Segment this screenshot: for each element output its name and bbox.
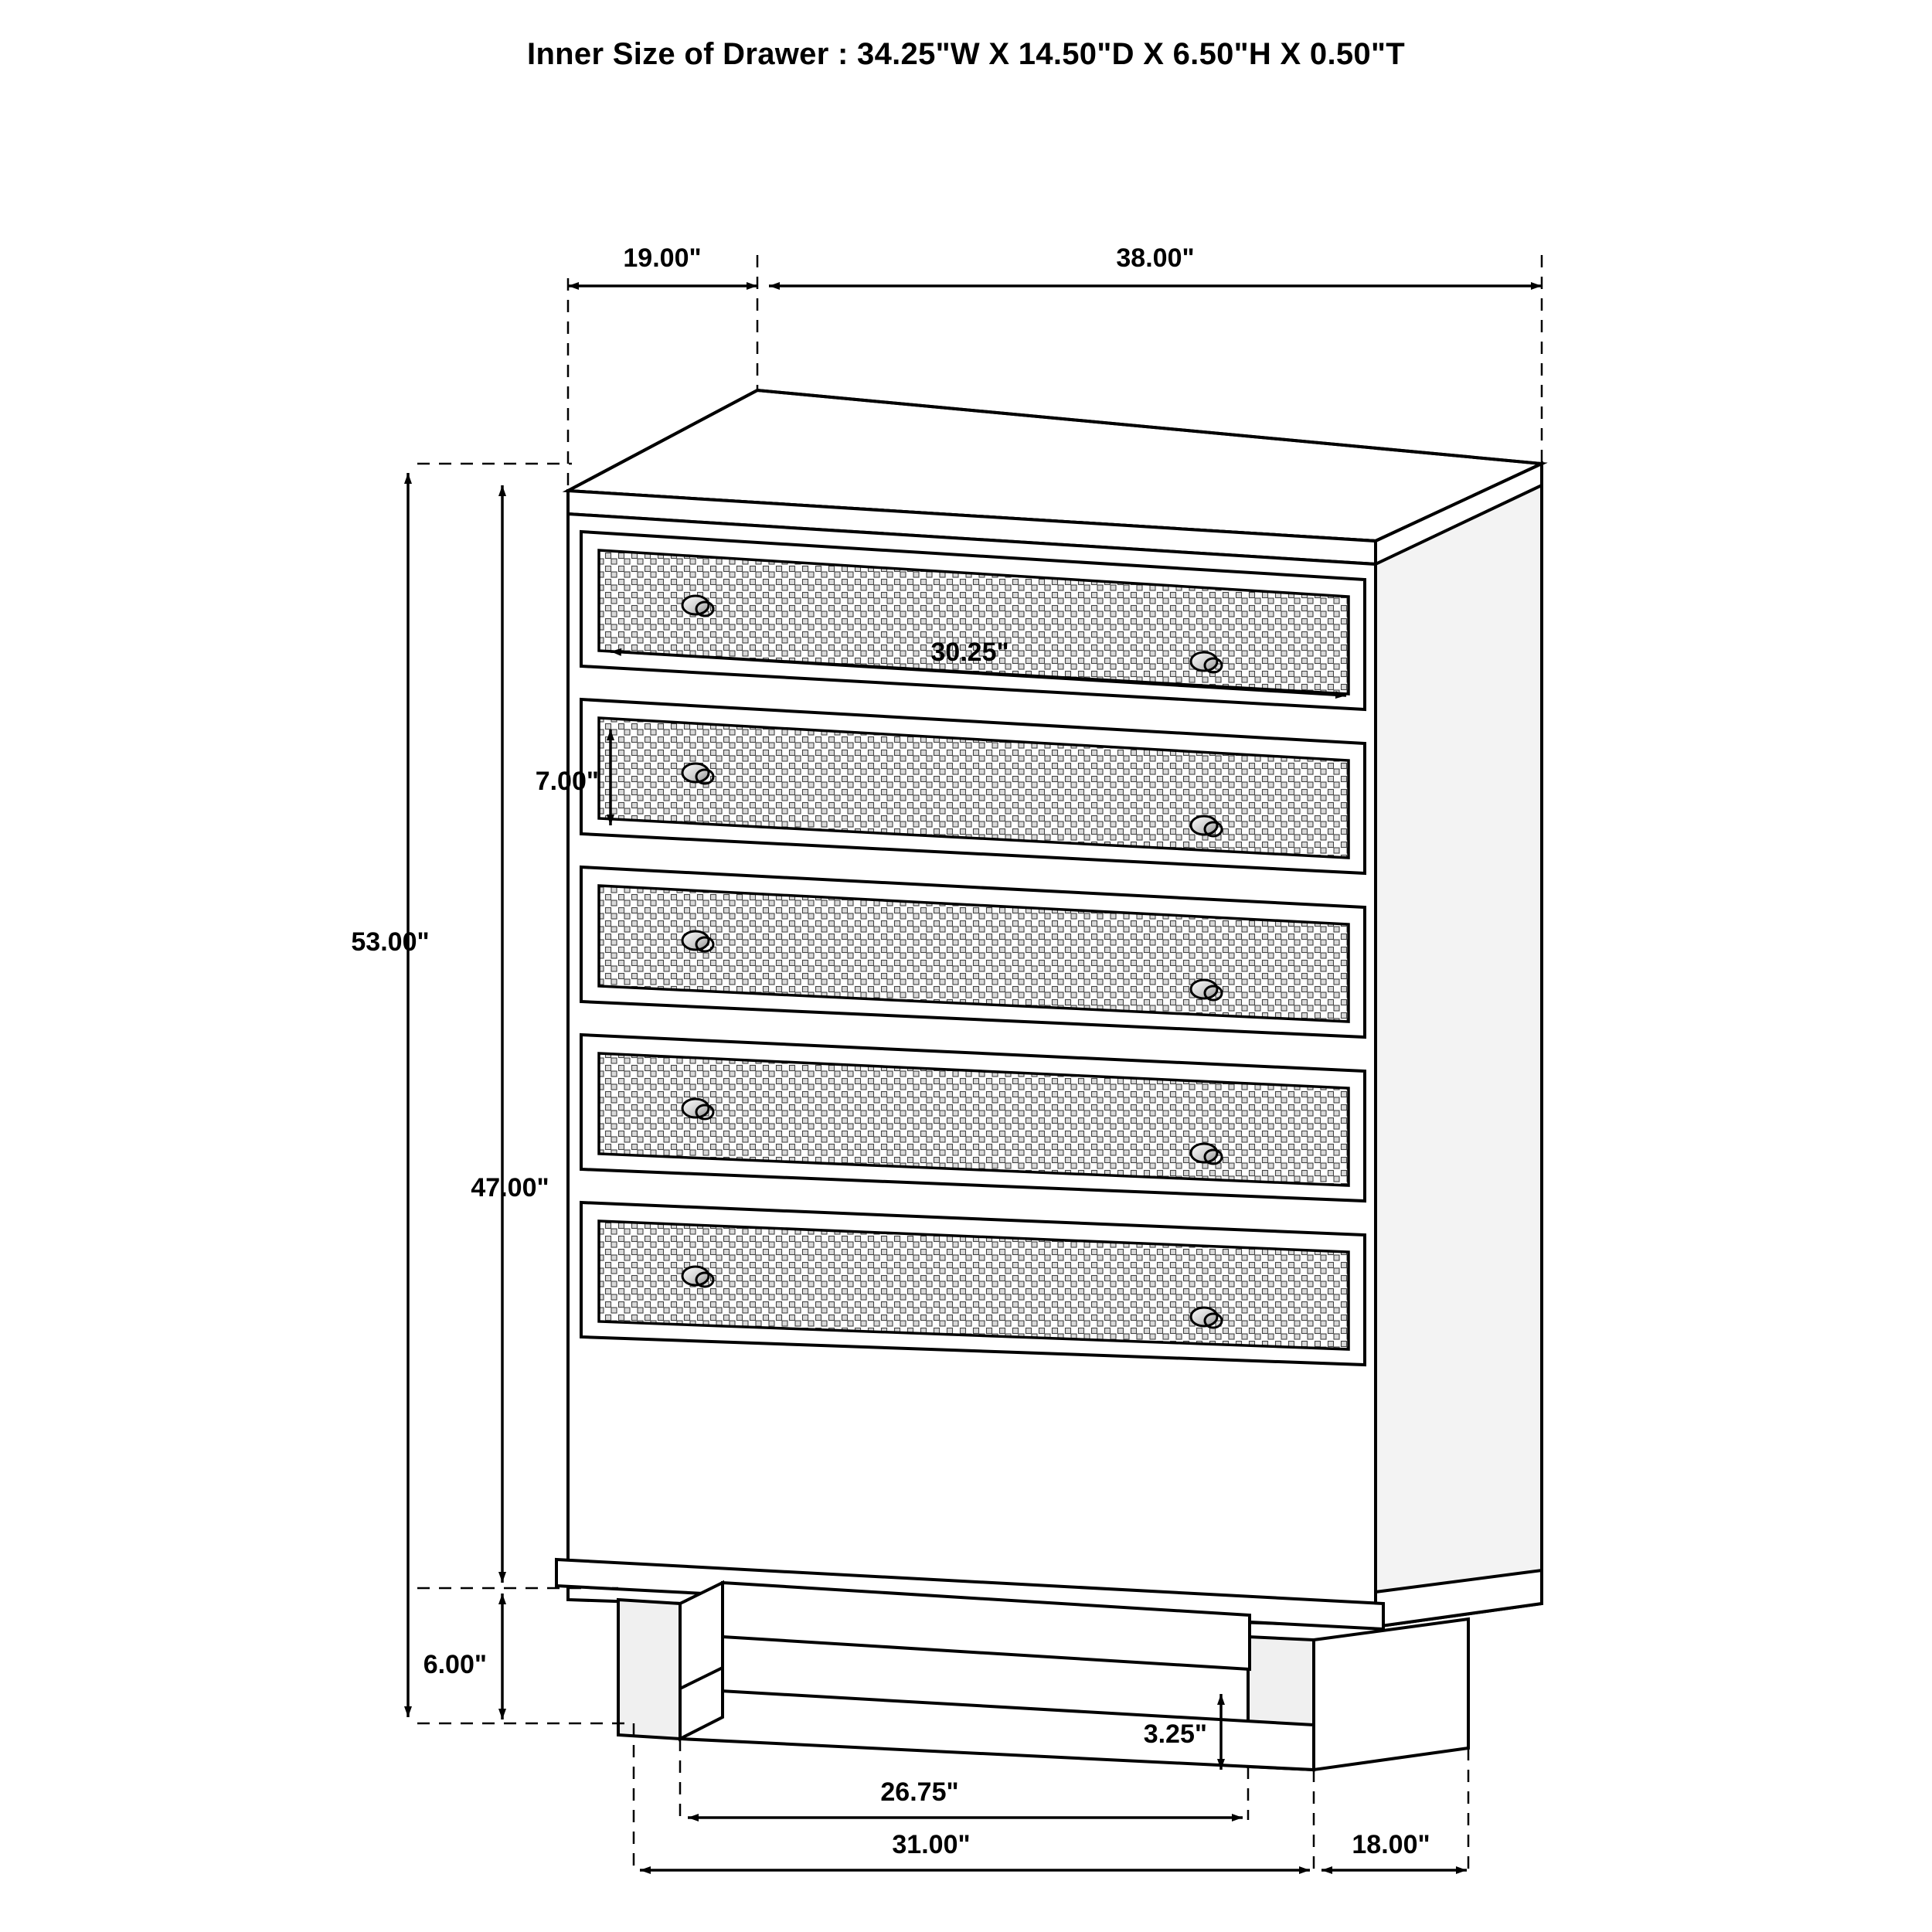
- dimension-label-depth-top: 19.00": [623, 243, 702, 273]
- chest-side-panel: [1376, 485, 1542, 1627]
- page-title: Inner Size of Drawer : 34.25"W X 14.50"D X 6.50"H X 0.50"T: [527, 37, 1405, 71]
- dimension-label-total-height: 53.00": [351, 927, 430, 957]
- dimension-label-leg-height: 6.00": [423, 1650, 487, 1679]
- dimension-label-drawer-height: 7.00": [535, 767, 599, 796]
- chest-illustration: [556, 390, 1542, 1770]
- dimension-total-height: [351, 473, 429, 1717]
- dimension-label-base-depth: 18.00": [1352, 1830, 1430, 1859]
- dimension-outer-leg-span: [640, 1830, 1310, 1870]
- dimension-leg-height: [423, 1594, 502, 1719]
- dimension-body-height: [471, 485, 549, 1583]
- dimension-label-width-top: 38.00": [1116, 243, 1195, 273]
- dimension-label-body-height: 47.00": [471, 1173, 549, 1202]
- dimension-label-stretcher-height: 3.25": [1143, 1719, 1207, 1749]
- dimension-label-inner-leg-span: 26.75": [880, 1777, 959, 1807]
- dimension-depth-top: [568, 243, 757, 286]
- dimension-width-top: [769, 243, 1542, 286]
- dimension-label-outer-leg-span: 31.00": [892, 1830, 971, 1859]
- dimension-inner-leg-span: [688, 1777, 1243, 1818]
- dimension-base-depth: [1321, 1830, 1467, 1870]
- dimension-label-drawer-width: 30.25": [930, 638, 1009, 667]
